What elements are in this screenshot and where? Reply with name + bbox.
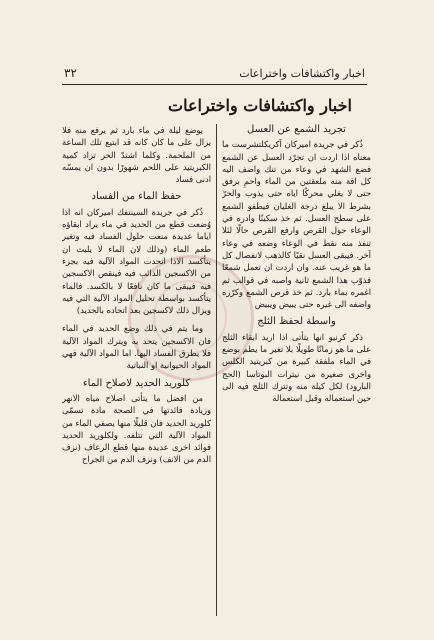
section-heading: كلوريد الحديد لاصلاح الماء: [82, 377, 191, 389]
paragraph: من افضل ما يتأتى اصلاح مياه الانهر وزيادة فائدتها في الصحة مادة تسمّى كلوريد الحديد فان قليلًا منها يصفي الماء من المواد الآلية التي تتلفه. ولكلوريد الحديد فوائد اخرى عديدة منها قطع الرعاف (نزف الدم من الانف) ونزف الدم من الجراح: [62, 392, 211, 465]
column-divider: [216, 124, 217, 616]
page-number: ٣٢: [64, 66, 77, 80]
section-heading: واسطة لحفظ الثلج: [257, 316, 336, 328]
paragraph: وما يتم في ذلك وضع الحديد في الماء فان الاكسجين يتحد به ويترك المواد الآلية فلا يطرق الفساد اليها. اما المواد الآلية فهي المواد الحيوانية او النباتية: [62, 323, 211, 371]
paragraph: ذُكر في جريدة السينتفك اميركان انه اذا وُضعت قطع من الحديد في ماء يراد ابقاؤه اياما عديدة منعت حلول الفساد فيه وتغير طعم الماء (وذلك لان الماء لا يلبث ان يتأكسد الاذا اتحدت المواد الآلية فيه بجزء من الاكسجين الذائب فيه فينقص الاكسجين فيه فيبقى ما كان نافعًا لا بالكسد. فالماء يتأكسد بواسطة تحليل المواد الآلية التي فيه ويزال ذلك لاكسجين بعد اتحاده بالحديد): [62, 206, 211, 316]
running-title: اخبار واكتشافات واختراعات: [239, 67, 365, 80]
article-title: اخبار واكتشافات واختراعات: [168, 96, 352, 115]
left-column: [62, 124, 211, 624]
paragraph: ذُكر في جريدة اميركان آكريكلتشرست ما معناه اذا اردت ان تجرّد العسل عن الشمع فضع الشهد في وعاء من تنك واضف اليه كل اقة منه ملعقتين من الماء واحمِ برفق حتى لا يغلي محركًا اياه حتى يذوب والحرّ بشرط الا يبلغ درجة الغليان فيطفو الشمع على سطح العسل. ثم خذ سكينًا وادره في الوعاء حول القرص وارفع القرص حالًا لئلا تنفذ منه نقط في الوعاء وضعه في وعاء آخر. فيبقى العسل نقيًا كالذهب لانفصال كل ما هو غريب عنه. وان اردت ان تعمل شمعًا فذوّب هذا الشمع ثانية واصبه في قوالب ثم اغمره بماء بارد. ثم خذ قرص الشمع وكرّره واضفه الى غيره حتى يبيض ويبيض: [222, 139, 371, 310]
right-column: [222, 124, 371, 624]
section-heading: حفظ الماء من الفساد: [91, 191, 182, 203]
paragraph: يوضع ليلة في ماء بارد ثم يرفع منه فلا يزال على ما كان كانه قد ابتيع تلك الساعة من الملحمة. وكلما اشتدّ الحر تزاد كمية الكبريتيد على اللحم شهورًا بدون ان يمسّه ادنى فساد: [62, 125, 211, 185]
paragraph: ذكر كرنيو انها يتأتى اذا اريد ابقاء الثلج على ما هو زمانًا طويلًا بلا تغير ما يطم بوضع في الماء ملفقة كبيرة من كبريتيد الكلس واخرى صغيرة من نيترات البوتاسا (الحج البارود) لكل كيلة منه وتترك الثلج فيه الى حين استعماله وقبل استعماله: [222, 331, 371, 404]
page-header: [62, 66, 367, 85]
section-heading: تجريد الشمع عن العسل: [247, 124, 346, 135]
